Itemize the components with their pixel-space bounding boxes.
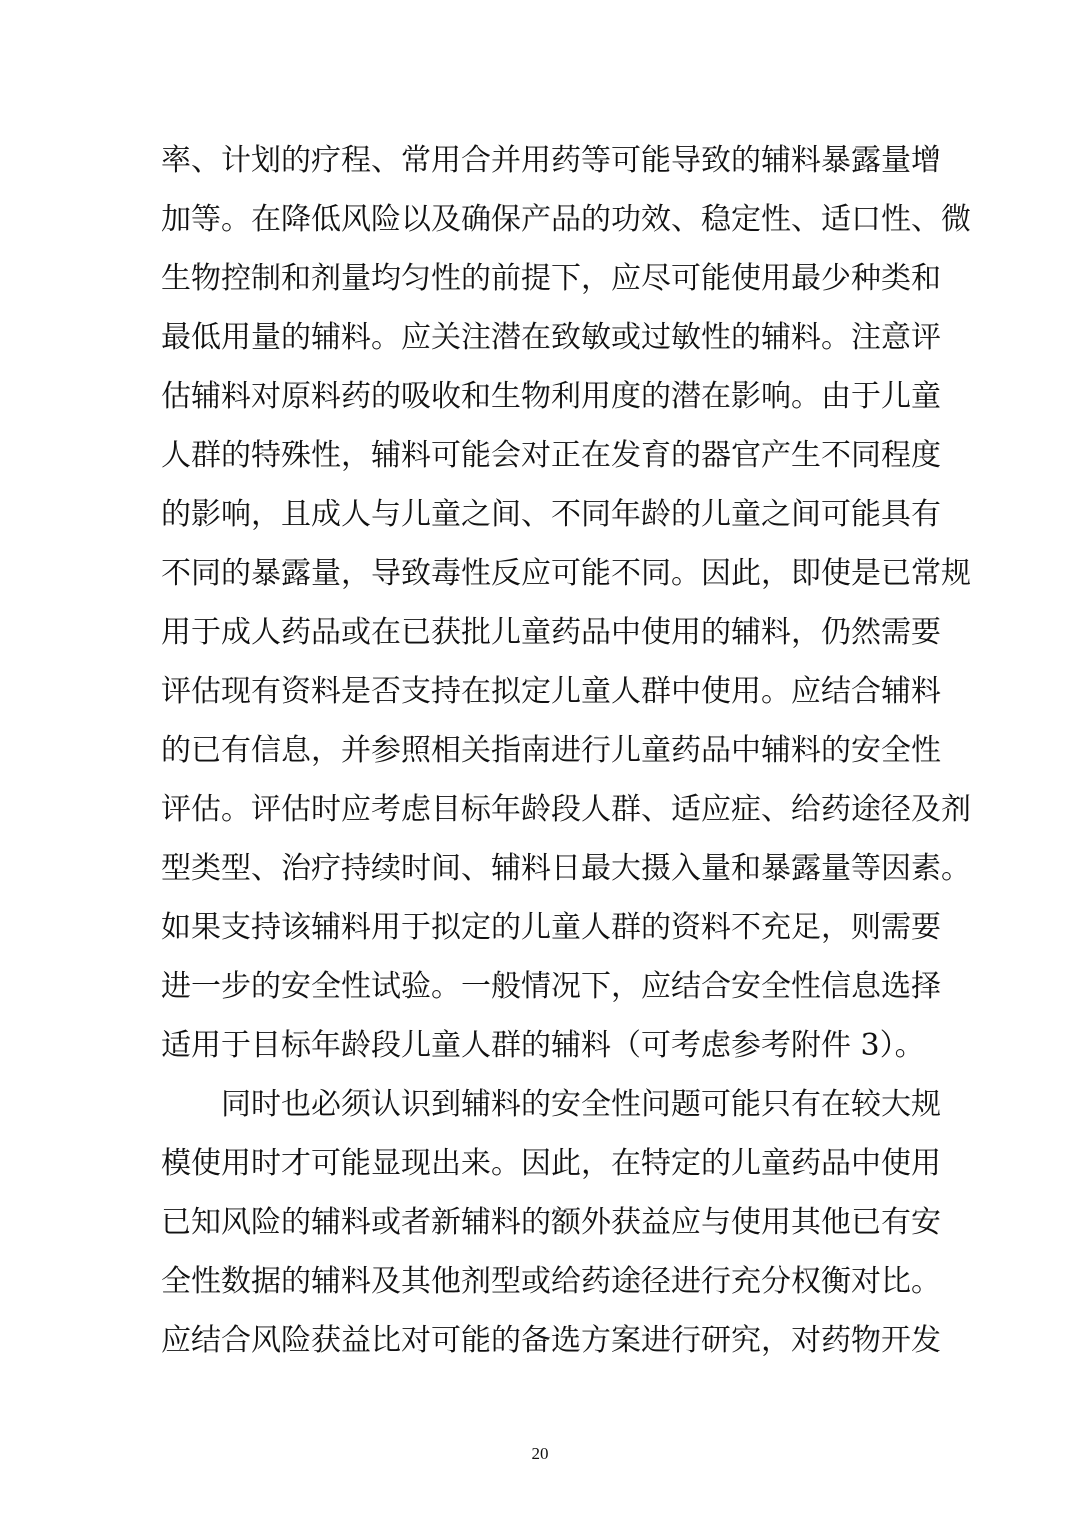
paragraph-line: 如果支持该辅料用于拟定的儿童人群的资料不充足，则需要	[161, 910, 941, 945]
paragraph-line: 应结合风险获益比对可能的备选方案进行研究，对药物开发	[161, 1323, 941, 1358]
paragraph-line: 不同的暴露量，导致毒性反应可能不同。因此，即使是已常规	[161, 556, 971, 591]
paragraph-line: 适用于目标年龄段儿童人群的辅料（可考虑参考附件 3）。	[161, 1028, 925, 1063]
paragraph-1	[161, 131, 971, 1075]
paragraph-line: 人群的特殊性，辅料可能会对正在发育的器官产生不同程度	[161, 438, 941, 473]
paragraph-line: 全性数据的辅料及其他剂型或给药途径进行充分权衡对比。	[161, 1264, 941, 1299]
paragraph-line: 的影响，且成人与儿童之间、不同年龄的儿童之间可能具有	[161, 497, 941, 532]
paragraph-line: 已知风险的辅料或者新辅料的额外获益应与使用其他已有安	[161, 1205, 941, 1240]
paragraph-line: 进一步的安全性试验。一般情况下，应结合安全性信息选择	[161, 969, 941, 1004]
paragraph-line: 最低用量的辅料。应关注潜在致敏或过敏性的辅料。注意评	[161, 320, 941, 355]
body-text	[161, 131, 971, 1370]
paragraph-line: 估辅料对原料药的吸收和生物利用度的潜在影响。由于儿童	[161, 379, 941, 414]
paragraph-line: 模使用时才可能显现出来。因此，在特定的儿童药品中使用	[161, 1146, 941, 1181]
paragraph-line: 型类型、治疗持续时间、辅料日最大摄入量和暴露量等因素。	[161, 851, 971, 886]
paragraph-line: 的已有信息，并参照相关指南进行儿童药品中辅料的安全性	[161, 733, 941, 768]
paragraph-line: 同时也必须认识到辅料的安全性问题可能只有在较大规	[221, 1087, 941, 1122]
paragraph-line: 评估。评估时应考虑目标年龄段人群、适应症、给药途径及剂	[161, 792, 971, 827]
paragraph-line: 率、计划的疗程、常用合并用药等可能导致的辅料暴露量增	[161, 143, 941, 178]
paragraph-line: 加等。在降低风险以及确保产品的功效、稳定性、适口性、微	[161, 202, 971, 237]
paragraph-2	[161, 1075, 941, 1370]
paragraph-line: 生物控制和剂量均匀性的前提下，应尽可能使用最少种类和	[161, 261, 941, 296]
paragraph-line: 用于成人药品或在已获批儿童药品中使用的辅料，仍然需要	[161, 615, 941, 650]
paragraph-line: 评估现有资料是否支持在拟定儿童人群中使用。应结合辅料	[161, 674, 941, 709]
page-number: 20	[531, 1444, 549, 1463]
